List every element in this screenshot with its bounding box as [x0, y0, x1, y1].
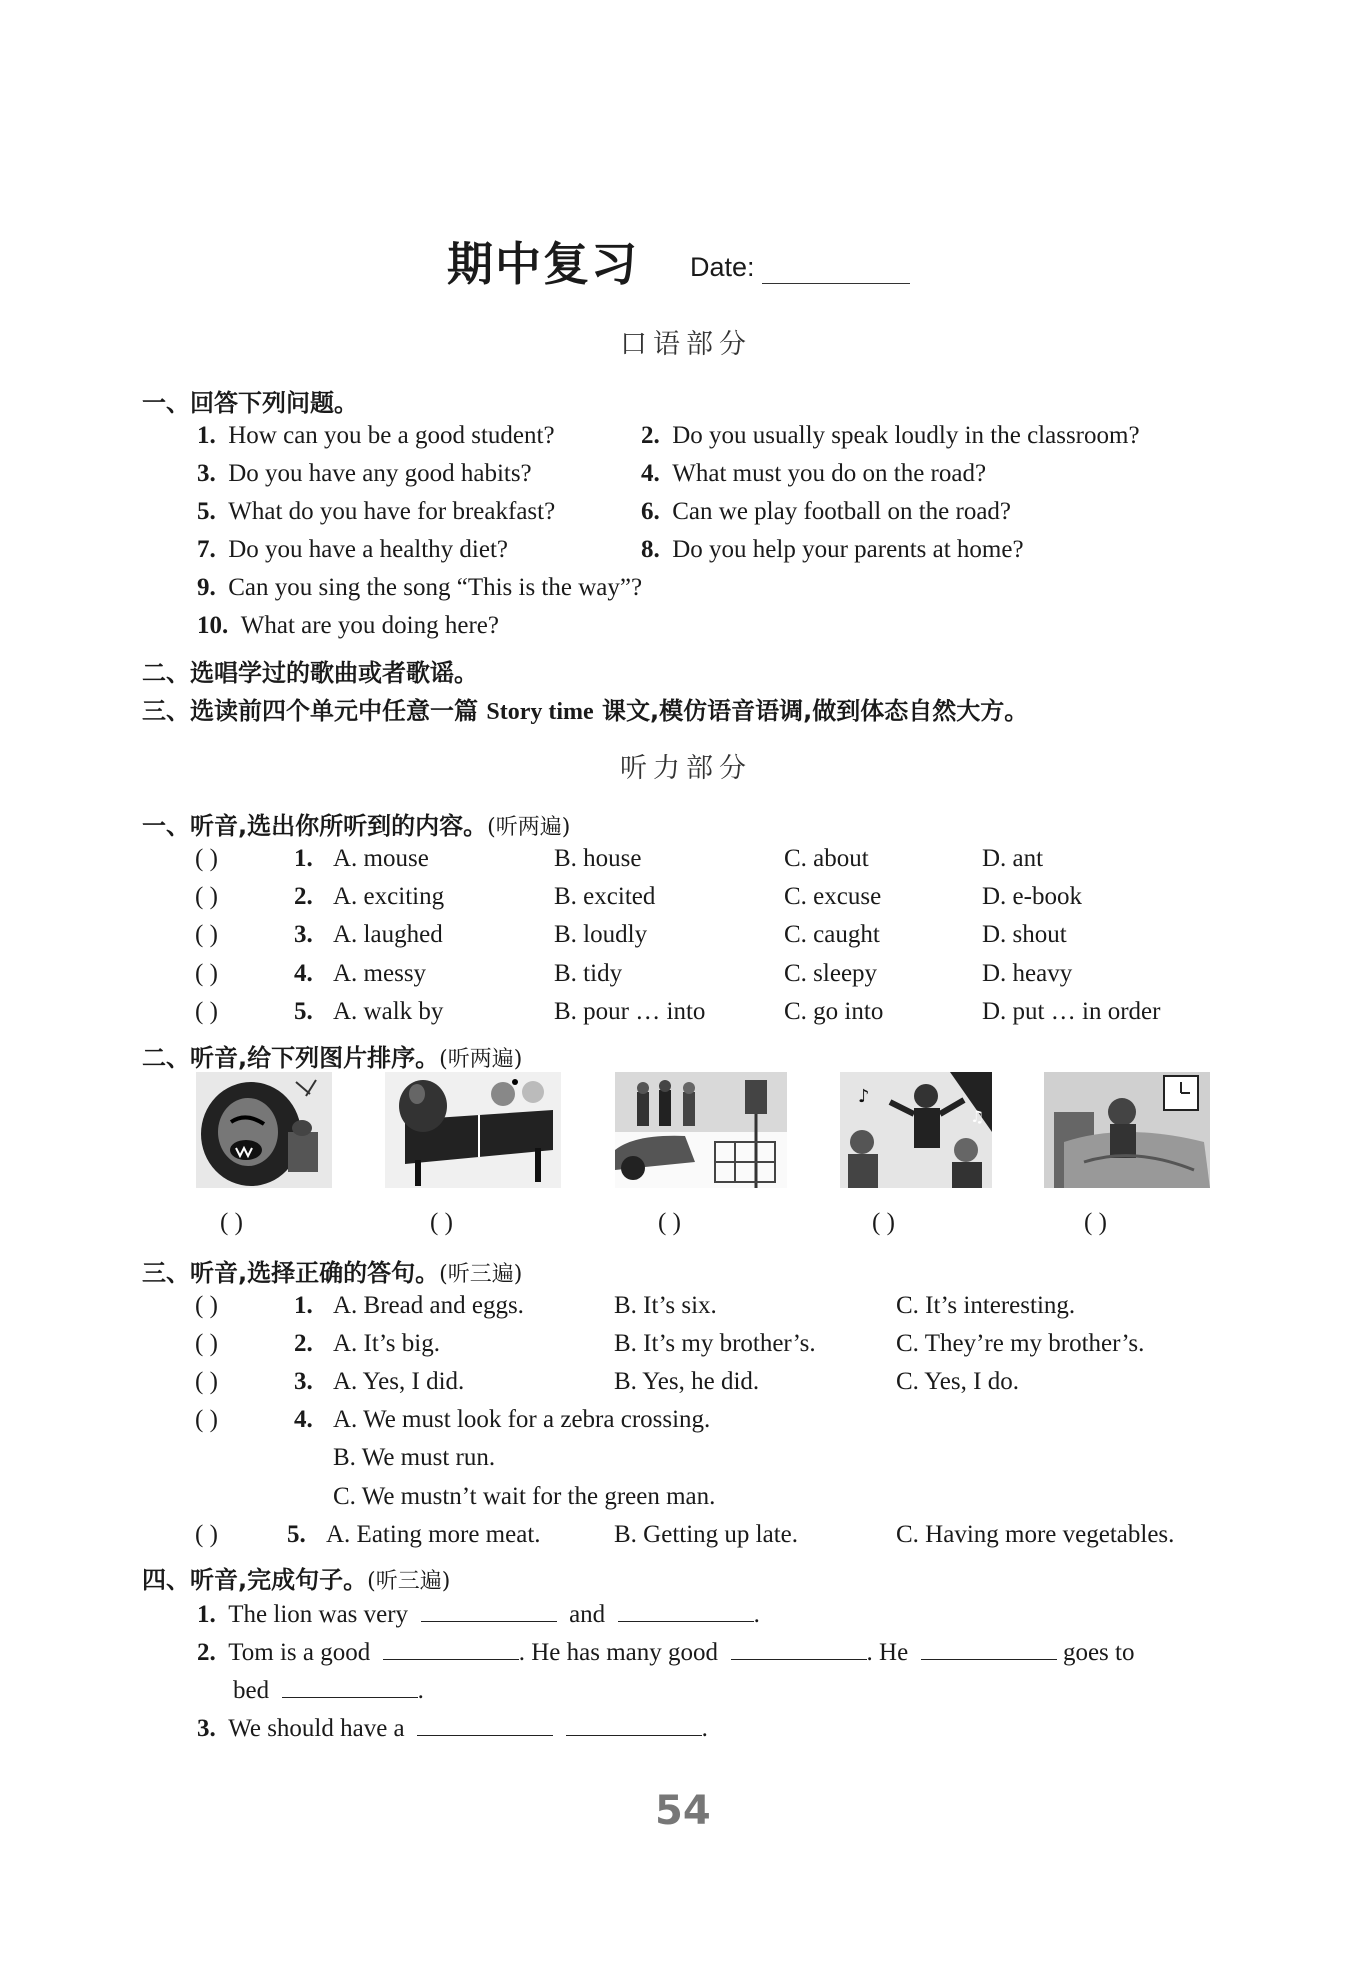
date-field-line[interactable]	[762, 283, 910, 284]
answer-blank[interactable]	[731, 1637, 867, 1660]
option-c: C. go into	[784, 998, 884, 1025]
option-b: B. loudly	[554, 921, 648, 948]
item-number: 3.	[294, 921, 313, 948]
listen-s3-label: 三、听音,选择正确的答句。(听三遍)	[142, 1259, 523, 1287]
option-d: D. e-book	[982, 883, 1082, 910]
oral-q8: 8. Do you help your parents at home?	[641, 536, 1024, 563]
oral-q7: 7. Do you have a healthy diet?	[197, 536, 509, 563]
oral-q10: 10. What are you doing here?	[197, 612, 499, 639]
listen-s2-label: 二、听音,给下列图片排序。(听两遍)	[142, 1044, 523, 1072]
option-c: C. Yes, I do.	[896, 1368, 1019, 1395]
item-number: 4.	[294, 1406, 313, 1433]
item-number: 1.	[294, 1292, 313, 1319]
singing-class-picture	[840, 1072, 992, 1188]
svg-text:♪: ♪	[858, 1086, 870, 1107]
bedroom-clock-picture	[1044, 1072, 1210, 1188]
option-a: A. mouse	[333, 845, 429, 872]
option-b: B. Yes, he did.	[614, 1368, 760, 1395]
answer-blank[interactable]	[618, 1599, 754, 1622]
option-a: A. walk by	[333, 998, 444, 1025]
answer-bracket[interactable]: ( )	[195, 1406, 218, 1433]
page-number: 54	[655, 1788, 711, 1834]
item-number: 2.	[294, 883, 313, 910]
listen-s4-label: 四、听音,完成句子。(听三遍)	[142, 1566, 451, 1594]
option-c: C. about	[784, 845, 869, 872]
fill-sentence-2-continued: bed .	[233, 1677, 424, 1704]
oral-s3-label: 三、选读前四个单元中任意一篇 Story time 课文,模仿语音语调,做到体态自然大方。	[142, 697, 1029, 725]
answer-blank[interactable]	[421, 1599, 557, 1622]
option-d: D. ant	[982, 845, 1044, 872]
picture-answer-bracket-3[interactable]: ( )	[658, 1209, 681, 1236]
answer-blank[interactable]	[566, 1713, 702, 1736]
option-b: B. Getting up late.	[614, 1521, 798, 1548]
item-number: 2.	[294, 1330, 313, 1357]
option-a: A. exciting	[333, 883, 445, 910]
oral-q6: 6. Can we play football on the road?	[641, 498, 1012, 525]
answer-bracket[interactable]: ( )	[195, 883, 218, 910]
answer-bracket[interactable]: ( )	[195, 960, 218, 987]
answer-bracket[interactable]: ( )	[195, 1368, 218, 1395]
fill-sentence-2: 2. Tom is a good . He has many good . He goes to	[197, 1639, 1135, 1666]
picture-answer-bracket-2[interactable]: ( )	[430, 1209, 453, 1236]
picture-answer-bracket-1[interactable]: ( )	[220, 1209, 243, 1236]
option-c: C. We mustn’t wait for the green man.	[333, 1483, 716, 1510]
listening-section-heading: 听力部分	[620, 753, 752, 784]
table-tennis-picture	[385, 1072, 561, 1188]
answer-blank[interactable]	[282, 1675, 418, 1698]
option-a: A. messy	[333, 960, 427, 987]
item-number: 3.	[294, 1368, 313, 1395]
page-title: 期中复习	[447, 237, 639, 291]
picture-answer-bracket-4[interactable]: ( )	[872, 1209, 895, 1236]
option-d: D. put … in order	[982, 998, 1161, 1025]
option-a: A. We must look for a zebra crossing.	[333, 1406, 711, 1433]
oral-section-heading: 口语部分	[620, 329, 752, 360]
option-b: B. It’s my brother’s.	[614, 1330, 816, 1357]
item-number: 4.	[294, 960, 313, 987]
answer-bracket[interactable]: ( )	[195, 1521, 218, 1548]
option-a: A. laughed	[333, 921, 443, 948]
option-b: B. It’s six.	[614, 1292, 717, 1319]
answer-bracket[interactable]: ( )	[195, 998, 218, 1025]
option-c: C. sleepy	[784, 960, 878, 987]
listen-s1-label: 一、听音,选出你所听到的内容。(听两遍)	[142, 812, 571, 840]
answer-bracket[interactable]: ( )	[195, 1292, 218, 1319]
svg-text:♫: ♫	[970, 1107, 985, 1126]
option-c: C. Having more vegetables.	[896, 1521, 1175, 1548]
option-a: A. Eating more meat.	[326, 1521, 541, 1548]
option-d: D. shout	[982, 921, 1067, 948]
answer-blank[interactable]	[417, 1713, 553, 1736]
item-number: 5.	[287, 1521, 306, 1548]
option-c: C. excuse	[784, 883, 882, 910]
option-b: B. We must run.	[333, 1444, 496, 1471]
fill-sentence-3: 3. We should have a .	[197, 1715, 708, 1742]
option-d: D. heavy	[982, 960, 1073, 987]
oral-q3: 3. Do you have any good habits?	[197, 460, 532, 487]
answer-blank[interactable]	[383, 1637, 519, 1660]
answer-bracket[interactable]: ( )	[195, 1330, 218, 1357]
item-number: 1.	[294, 845, 313, 872]
option-b: B. house	[554, 845, 642, 872]
road-scene-picture	[615, 1072, 787, 1188]
option-c: C. It’s interesting.	[896, 1292, 1076, 1319]
date-label: Date:	[690, 252, 755, 282]
answer-bracket[interactable]: ( )	[195, 921, 218, 948]
fill-sentence-1: 1. The lion was very and .	[197, 1601, 760, 1628]
option-b: B. pour … into	[554, 998, 706, 1025]
answer-bracket[interactable]: ( )	[195, 845, 218, 872]
option-c: C. They’re my brother’s.	[896, 1330, 1145, 1357]
oral-q5: 5. What do you have for breakfast?	[197, 498, 556, 525]
oral-s2-label: 二、选唱学过的歌曲或者歌谣。	[142, 659, 478, 687]
oral-q4: 4. What must you do on the road?	[641, 460, 987, 487]
item-number: 5.	[294, 998, 313, 1025]
picture-answer-bracket-5[interactable]: ( )	[1084, 1209, 1107, 1236]
option-b: B. tidy	[554, 960, 623, 987]
oral-s1-label: 一、回答下列问题。	[142, 389, 358, 417]
oral-q2: 2. Do you usually speak loudly in the classroom?	[641, 422, 1140, 449]
answer-blank[interactable]	[921, 1637, 1057, 1660]
option-a: A. Yes, I did.	[333, 1368, 465, 1395]
option-c: C. caught	[784, 921, 880, 948]
oral-q9: 9. Can you sing the song “This is the way”?	[197, 574, 643, 601]
option-a: A. It’s big.	[333, 1330, 440, 1357]
lion-with-mouse-picture	[196, 1072, 332, 1188]
oral-q1: 1. How can you be a good student?	[197, 422, 555, 449]
option-a: A. Bread and eggs.	[333, 1292, 524, 1319]
option-b: B. excited	[554, 883, 656, 910]
